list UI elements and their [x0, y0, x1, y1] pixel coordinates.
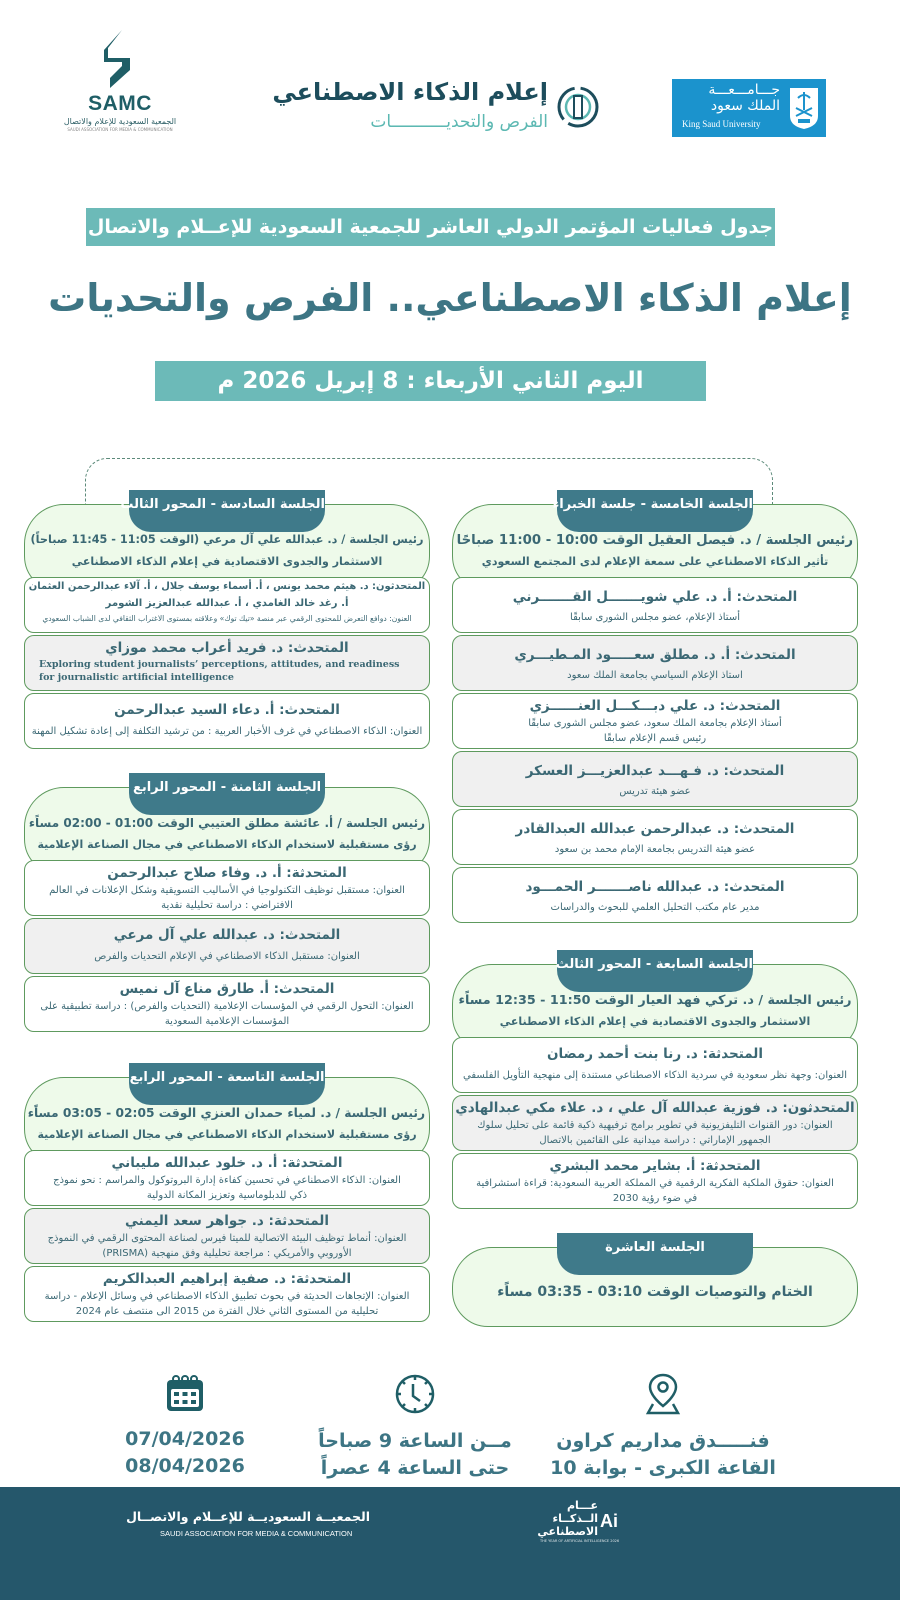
speaker-name: المتحدث: د. فـهـــد عبدالعزيـــز العسكر — [525, 763, 785, 779]
speaker-card — [452, 751, 858, 807]
session-5-topic: تأثير الذكاء الاصطناعي على سمعة الإعلام لدى المجتمع السعودي — [481, 555, 829, 568]
session-7-header: الجلسة السابعة - المحور الثالث — [557, 950, 753, 992]
conference-logo — [245, 78, 600, 140]
session-6-header: الجلسة السادسة - المحور الثالث — [129, 490, 325, 532]
paper-title-2: تحليلية من المستوى الثاني خلال الفترة من 2015 الى منتصف عام 2024 — [75, 1306, 379, 1317]
paper-title: العنوان: التحول الرقمي في المؤسسات الإعلامية (التحديات والفرص) : دراسة تطبيقية على — [40, 1001, 414, 1012]
start-date: 07/04/2026 — [125, 1428, 245, 1450]
paper-title-2: الجمهور الإماراتي : دراسة ميدانية على القائمين بالاتصال — [539, 1135, 771, 1146]
speaker-card — [452, 635, 858, 691]
paper-title-2: في ضوء رؤية 2030 — [612, 1193, 698, 1204]
speaker-name: المتحدث: د. فريد أعراب محمد موزاي — [105, 640, 349, 656]
speaker-card — [24, 693, 430, 749]
speaker-affiliation: استاذ الإعلام السياسي بجامعة الملك سعود — [567, 670, 743, 681]
speaker-card — [24, 976, 430, 1032]
speaker-name: المتحدث: أ. د. مطلق سعـــــود المـطيـــري — [514, 647, 796, 663]
speaker-card — [24, 1150, 430, 1206]
session-5-header: الجلسة الخامسة - جلسة الخبراء — [557, 490, 753, 532]
paper-title-2: ذكي للدبلوماسية وتعزيز المكانة الدولية — [146, 1190, 308, 1201]
session-9-topic: رؤى مستقبلية لاستخدام الذكاء الاصطناعي في مجال الصناعة الإعلامية — [37, 1128, 417, 1141]
footer-association-arabic: الجمعيــة السعوديــة للإعــلام والاتصــال — [126, 1509, 370, 1524]
page-title: إعلام الذكاء الاصطناعي.. الفرص والتحديات — [48, 276, 852, 320]
speakers-line-1: المتحدثون: د. هيثم محمد يونس ، أ. أسماء يوسف جلال ، أ. آلاء عبدالرحمن العثمان — [28, 581, 426, 592]
time-end: حتى الساعة 4 عصراً — [320, 1457, 510, 1479]
paper-title-2: الافتراضي : دراسة تحليلية نقدية — [161, 900, 293, 911]
day-banner: اليوم الثاني الأربعاء : 8 إبريل 2026 م — [155, 361, 706, 401]
ksu-english-name: King Saud University — [682, 119, 761, 129]
venue-name: فنـــــدق مداريم كراون — [556, 1430, 770, 1452]
paper-title: العنوان: حقوق الملكية الفكرية الرقمية في المملكة العربية السعودية: قراءة استشرافية — [476, 1178, 834, 1189]
paper-title: العنوان: الذكاء الاصطناعي في غرف الأخبار العربية : من ترشيد التكلفة إلى إعادة تشكيل المهنة — [31, 726, 423, 737]
samc-arabic-name: الجمعية السعودية للإعلام والاتصال — [63, 117, 177, 126]
session-6-chair: رئيس الجلسة / د. عبدالله علي آل مرعي (الوقت 11:05 - 11:45 صباحاً) — [30, 533, 424, 546]
time-start: مــن الساعة 9 صباحاً — [318, 1430, 512, 1452]
conference-subtitle-banner: جدول فعاليات المؤتمر الدولي العاشر للجمعية السعودية للإعــلام والاتصال — [86, 208, 775, 246]
speaker-name: المتحدثة: د. صفية إبراهيم العبدالكريم — [102, 1271, 352, 1287]
session-8-topic: رؤى مستقبلية لاستخدام الذكاء الاصطناعي في مجال الصناعة الإعلامية — [37, 838, 417, 851]
footer-bar — [0, 1487, 900, 1600]
session-5 — [452, 490, 858, 950]
speaker-card — [24, 918, 430, 974]
speaker-card — [24, 635, 430, 691]
paper-title-2: الأوروبي والأمريكي : مراجعة تحليلية وفق منهجية (PRISMA) — [102, 1248, 352, 1259]
map-pin-icon — [643, 1372, 683, 1416]
speaker-affiliation: مدير عام مكتب التحليل العلمي للبحوث والدراسات — [550, 902, 760, 913]
speaker-card — [452, 1037, 858, 1093]
speaker-name: المتحدث: د. علي دبـــكـــل العنــــــزي — [529, 698, 781, 714]
speaker-name: المتحدثة: أ. د. وفاء صلاح عبدالرحمن — [107, 865, 347, 881]
paper-title: العنوان: الإتجاهات الحديثة في بحوث تطبيق الذكاء الاصطناعي في وسائل الإعلام - دراسة — [44, 1291, 410, 1302]
conference-emblem-icon — [556, 82, 600, 132]
speaker-name: المتحدثة: أ. بشاير محمد البشري — [549, 1158, 761, 1174]
session-10 — [452, 1233, 858, 1328]
info-time — [300, 1372, 530, 1482]
speaker-card — [452, 577, 858, 633]
session-9 — [24, 1063, 430, 1325]
session-9-chair: رئيس الجلسة / د. لمياء حمدان العنزي الوقت 02:05 - 03:05 مساًء — [27, 1106, 425, 1120]
speaker-name: المتحدثة: د. رنا بنت أحمد رمضان — [546, 1046, 763, 1062]
session-10-closing: الختام والتوصيات الوقت 03:10 - 03:35 مساًء — [497, 1284, 813, 1300]
year-of-ai-english: THE YEAR OF ARTIFICIAL INTELLIGENCE 2026 — [540, 1539, 620, 1543]
speaker-name: المتحدثة: د. جواهر سعد اليمني — [125, 1213, 329, 1229]
speaker-name: المتحدث: أ. طارق مناع آل نميس — [119, 981, 335, 997]
speaker-name: المتحدث: أ. دعاء السيد عبدالرحمن — [114, 702, 340, 718]
speaker-card — [452, 809, 858, 865]
session-10-header: الجلسة العاشرة — [557, 1233, 753, 1275]
speaker-card — [452, 693, 858, 749]
info-dates — [70, 1372, 300, 1480]
paper-title: العنوان: دور القنوات التليفزيونية في تطوير برامج ترفيهية ذكية قائمة على تحليل سلوك — [477, 1120, 833, 1131]
speaker-card — [24, 1266, 430, 1322]
speaker-name: المتحدث: د. عبدالله ناصـــــــر الحمـــود — [525, 879, 785, 895]
year-of-ai-mark: Ai — [600, 1511, 618, 1531]
samc-english-name: SAUDI ASSOCIATION FOR MEDIA & COMMUNICATION — [67, 127, 173, 132]
footer-association-english: SAUDI ASSOCIATION FOR MEDIA & COMMUNICATION — [160, 1529, 353, 1538]
paper-title: العنون: دوافع التعرض للمحتوى الرقمي عبر منصة «تيك توك» وعلاقته بمستوى الاغتراب الثقافي لدى الشباب السعودي — [42, 614, 412, 623]
info-location — [548, 1372, 778, 1482]
speaker-name: المتحدث: د. عبدالرحمن عبدالله العبدالقادر — [515, 821, 795, 837]
paper-title-2: المؤسسات الإعلامية السعودية — [164, 1016, 290, 1027]
speaker-card — [24, 1208, 430, 1264]
paper-title: العنوان: مستقبل الذكاء الاصطناعي في الإعلام التحديات والفرص — [94, 951, 360, 962]
session-9-header: الجلسة التاسعة - المحور الرابع — [129, 1063, 325, 1105]
session-6-topic: الاستثمار والجدوى الاقتصادية في إعلام الذكاء الاصطناعي — [71, 555, 383, 568]
speaker-affiliation: عضو هيئة تدريس — [619, 786, 691, 797]
session-5-chair: رئيس الجلسة / د. فيصل العقيل الوقت 10:00 - 11:00 صباحًا — [456, 533, 853, 548]
year-of-ai-logo — [537, 1497, 620, 1547]
ksu-arabic-line2: الملك سعود — [710, 98, 780, 114]
paper-title: العنوان: أنماط توظيف البيئة الاتصالية للميتا فيرس لصناعة المحتوى الرقمي في النموذج — [47, 1233, 407, 1244]
samc-mark-icon — [100, 28, 140, 90]
speaker-card — [452, 867, 858, 923]
paper-title: العنوان: مستقبل توظيف التكنولوجيا في الأساليب التسويقية وشكل الإعلانات في العالم — [49, 885, 405, 896]
ksu-seal-icon — [788, 86, 820, 130]
session-7-topic: الاستثمار والجدوى الاقتصادية في إعلام الذكاء الاصطناعي — [499, 1015, 811, 1028]
samc-name: SAMC — [88, 92, 152, 115]
speaker-affiliation: أستاذ الإعلام، عضو مجلس الشورى سابقًا — [570, 612, 740, 623]
speaker-card — [452, 1153, 858, 1209]
speaker-name: المتحدثون: د. فوزية عبدالله آل علي ، د. علاء مكي عبدالهادي — [455, 1100, 855, 1116]
session-7 — [452, 950, 858, 1215]
paper-title: العنوان: وجهة نظر سعودية في سردية الذكاء الاصطناعي مستندة إلى منهجية التأويل الفلسفي — [462, 1070, 848, 1081]
session-8-header: الجلسة الثامنة - المحور الرابع — [129, 773, 325, 815]
speaker-affiliation: أستاذ الإعلام بجامعة الملك سعود، عضو مجلس الشورى سابقًا — [528, 718, 782, 729]
conference-logo-subtitle: الفرص والتحديـــــــــــات — [370, 112, 548, 132]
speaker-card — [24, 577, 430, 633]
calendar-icon — [164, 1372, 206, 1414]
venue-hall: القاعة الكبرى - بوابة 10 — [550, 1457, 776, 1479]
speaker-name: المتحدث: أ. د. علي شويـــــــل القـــــــرني — [512, 589, 798, 605]
session-8 — [24, 773, 430, 1035]
speaker-name: المتحدثة: أ. د. خلود عبدالله مليباني — [111, 1155, 343, 1171]
speaker-affiliation-2: رئيس قسم الإعلام سابقًا — [603, 733, 707, 744]
session-7-chair: رئيس الجلسة / د. تركي فهد العيار الوقت 11:50 - 12:35 مساًء — [458, 993, 852, 1008]
speakers-line-2: أ. رغد خالد الغامدي ، أ. عبدالله عبدالعزيز الشومر — [105, 598, 349, 609]
speaker-card — [452, 1095, 858, 1151]
paper-title: Exploring student journalists’ perceptions, attitudes, and readiness for journalistic artificial intelligence — [39, 659, 400, 683]
end-date: 08/04/2026 — [125, 1455, 245, 1477]
ksu-arabic-line1: جـــامـــعـــة — [708, 82, 780, 98]
session-6 — [24, 490, 430, 750]
conference-logo-title: إعلام الذكاء الاصطناعي — [272, 78, 548, 106]
speaker-affiliation: عضو هيئة التدريس بجامعة الإمام محمد بن سعود — [554, 844, 756, 855]
clock-icon — [393, 1372, 437, 1416]
year-of-ai-arabic: عـــام الــذكــاء الاصطناعي — [537, 1499, 598, 1538]
speaker-card — [24, 860, 430, 916]
paper-title: العنوان: الذكاء الاصطناعي في تحسين كفاءة إدارة البروتوكول والمراسم : نحو نموذج — [53, 1175, 401, 1186]
ksu-logo — [672, 79, 826, 137]
samc-logo — [55, 28, 185, 158]
speaker-name: المتحدث: د. عبدالله علي آل مرعي — [113, 927, 341, 943]
session-8-chair: رئيس الجلسة / أ. عائشة مطلق العتيبي الوقت 01:00 - 02:00 مساًء — [28, 816, 425, 830]
